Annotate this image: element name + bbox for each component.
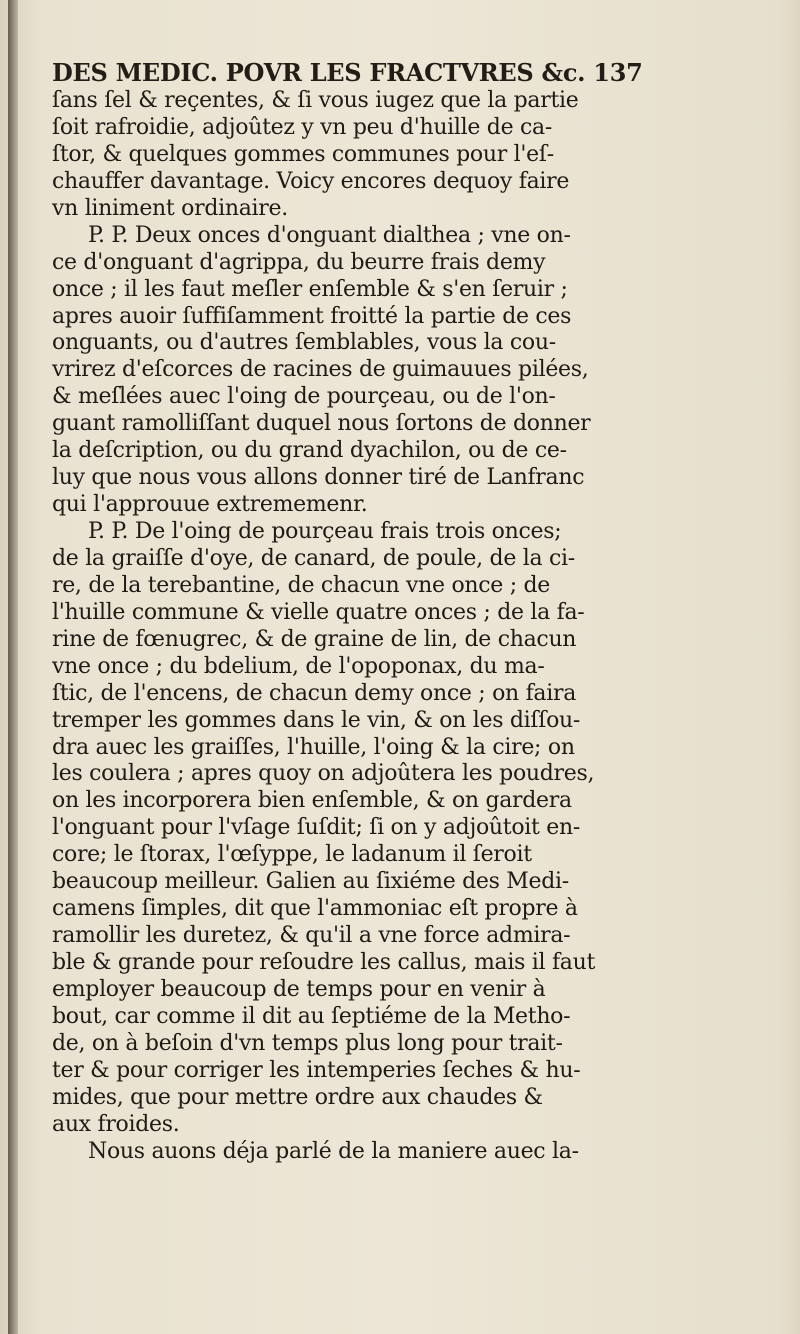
page-gutter-shadow [8,0,18,1334]
text-line: vrirez d'eſcorces de racines de guimauues pilées, [52,357,589,383]
text-line: Nous auons déja parlé de la maniere auec la- [88,1138,579,1164]
text-line: guant ramolliſſant duquel nous ſortons de donner [52,411,591,437]
text-line: vn liniment ordinaire. [52,195,288,221]
text-line: de la graiſſe d'oye, de canard, de poule, de la ci- [52,545,575,571]
text-line: once ; il les faut meſler enſemble & s'en ſeruir ; [52,276,568,302]
text-line: employer beaucoup de temps pour en venir à [52,976,546,1002]
text-line: ce d'onguant d'agrippa, du beurre frais demy [52,249,546,275]
text-line: les coulera ; apres quoy on adjoûtera les poudres, [52,761,595,787]
text-line: rine de fœnugrec, & de graine de lin, de chacun [52,626,577,652]
text-line: l'huille commune & vielle quatre onces ; de la fa- [52,599,585,625]
text-line: ſoit rafroidie, adjoûtez y vn peu d'huille de ca- [52,114,552,140]
text-line: on les incorporera bien enſemble, & on gardera [52,788,572,814]
text-line: ter & pour corriger les intemperies ſeches & hu- [52,1057,581,1083]
text-line: P. P. Deux onces d'onguant dialthea ; vne on- [88,222,571,248]
text-line: luy que nous vous allons donner tiré de Lanfranc [52,465,585,491]
text-line: ſans ſel & reçentes, & ſi vous iugez que la partie [52,88,579,113]
text-line: chauffer davantage. Voicy encores dequoy faire [52,168,570,194]
text-line: bout, car comme il dit au ſeptiéme de la Metho- [52,1003,571,1029]
text-line: vne once ; du bdelium, de l'opoponax, du ma- [52,653,545,679]
text-line: qui l'approuue extrememenr. [52,492,368,518]
text-line: tremper les gommes dans le vin, & on les diſſou- [52,707,581,733]
text-line: ramollir les duretez, & qu'il a vne force admira- [52,923,571,949]
text-line: P. P. De l'oing de pourçeau frais trois onces; [88,519,562,544]
text-line: core; le ſtorax, l'œſyppe, le ladanum il ſeroit [52,842,532,868]
text-line: ſtor, & quelques gommes communes pour l'eſ- [52,141,554,167]
text-line: l'onguant pour l'vſage ſuſdit; ſi on y adjoûtoit en- [52,815,580,841]
text-line: ble & grande pour reſoudre les callus, mais il faut [52,950,596,975]
text-line: dra auec les graiſſes, l'huille, l'oing & la cire; on [52,734,575,760]
text-line: la deſcription, ou du grand dyachilon, ou de ce- [52,438,567,464]
text-line: ſtic, de l'encens, de chacun demy once ; on faira [52,680,577,706]
text-line: aux froides. [52,1111,180,1137]
running-header: DES MEDIC. POVR LES FRACTVRES &c. 137 [52,58,643,87]
text-line: beaucoup meilleur. Galien au ſixiéme des Medi- [52,869,569,895]
page-text-block [52,58,648,1166]
text-line: & meſlées auec l'oing de pourçeau, ou de l'on- [52,384,556,410]
text-line: apres auoir ſuffiſamment froitté la partie de ces [52,303,572,329]
text-line: de, on à beſoin d'vn temps plus long pour trait- [52,1030,563,1056]
body-text [52,88,648,1166]
text-line: onguants, ou d'autres ſemblables, vous la cou- [52,330,556,356]
text-line: re, de la terebantine, de chacun vne once ; de [52,572,551,598]
text-line: mides, que pour mettre ordre aux chaudes & [52,1084,543,1110]
text-line: camens ſimples, dit que l'ammoniac eſt propre à [52,896,578,922]
